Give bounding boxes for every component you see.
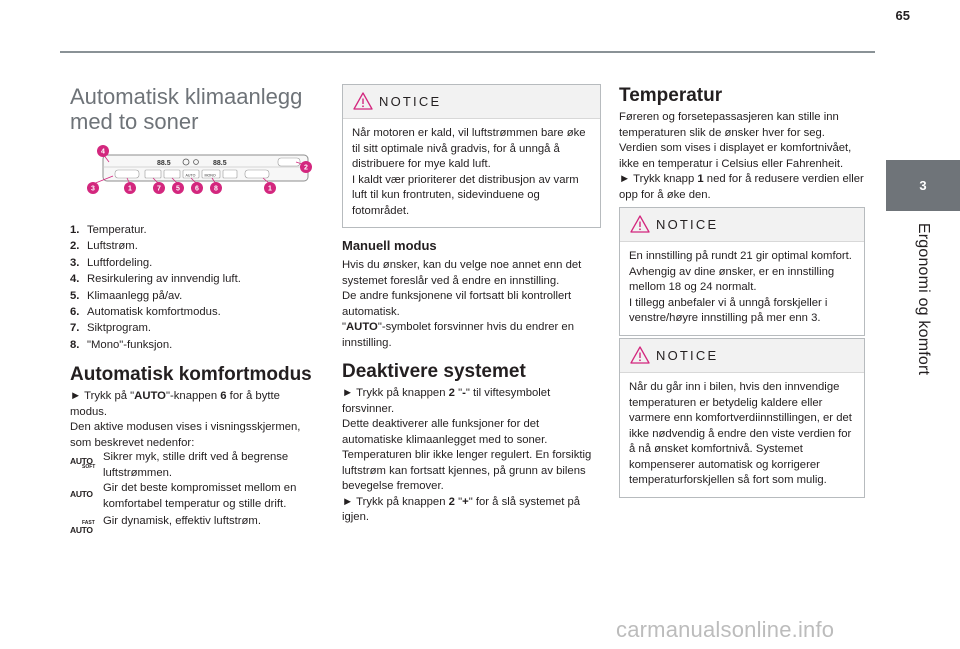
mode-row-normal bbox=[70, 481, 315, 512]
panel-temp-right: 88.5 bbox=[213, 160, 227, 167]
mode-row-soft bbox=[70, 450, 315, 481]
notice-title: NOTICE bbox=[379, 94, 442, 109]
auto-fast-icon: FAST AUTO bbox=[70, 519, 95, 535]
callout-4-label: 4 bbox=[101, 148, 105, 156]
page-number: 65 bbox=[895, 8, 910, 23]
notice-box-cold-engine bbox=[342, 84, 601, 228]
watermark: carmanualsonline.info bbox=[616, 617, 835, 642]
section-heading-temperature: Temperatur bbox=[619, 85, 723, 106]
header-rule bbox=[60, 51, 875, 53]
callout-1-left-label: 1 bbox=[128, 185, 132, 193]
panel-btn-5 bbox=[223, 170, 237, 178]
panel-label-mono: MONO bbox=[204, 173, 216, 178]
legend-item: 4. Resirkulering av innvendig luft. bbox=[70, 273, 241, 286]
chapter-tab-title bbox=[886, 216, 960, 382]
chapter-title-text: Ergonomi og komfort bbox=[915, 222, 932, 376]
legend-item: 3. Luftfordeling. bbox=[70, 256, 153, 269]
warning-icon bbox=[630, 215, 650, 233]
panel-label-auto: AUTO bbox=[185, 173, 196, 178]
control-panel-diagram bbox=[85, 144, 315, 200]
legend-item: 6. Automatisk komfortmodus. bbox=[70, 306, 221, 319]
panel-right-rocker bbox=[245, 170, 269, 178]
notice-box-entering-car bbox=[619, 338, 865, 498]
mode-row-fast bbox=[70, 514, 315, 540]
warning-icon bbox=[353, 92, 373, 110]
auto-soft-icon: AUTO SOFT bbox=[70, 455, 96, 470]
legend-item: 8. "Mono"-funksjon. bbox=[70, 338, 173, 351]
notice-body: Når du går inn i bilen, hvis den innvendige temperaturen er betydelig kaldere eller varmere enn komfortverdiinnstillingen, er det ikke nødvendig å endre den viste verdien for å nå ønsket komfortnivå. Systemet kompenserer automatisk og korrigerer temperaturforskjellen så fort som mulig. bbox=[629, 381, 852, 486]
comfort-instructions: ► Trykk på "AUTO"-knappen 6 for å bytte modus. Den aktive modusen vises i visningsskjermen, som beskrevet nedenfor: bbox=[70, 390, 301, 449]
chapter-tab-number: 3 bbox=[886, 160, 960, 211]
section-heading-climate: Automatisk klimaanlegg med to soner bbox=[70, 84, 303, 134]
notice-title: NOTICE bbox=[656, 348, 719, 363]
section-heading-comfort: Automatisk komfortmodus bbox=[70, 364, 312, 385]
legend-item: 1. Temperatur. bbox=[70, 224, 147, 236]
notice-body: Når motoren er kald, vil luftstrømmen bare øke til sitt optimale nivå gradvis, for å unngå å distribuere for mye kald luft. I kaldt vær prioriterer det distribusjon av varm luft til kun frontruten, sidevinduene og fotområdet. bbox=[352, 127, 586, 217]
callout-7-label: 7 bbox=[157, 185, 161, 193]
deactivate-text: ► Trykk på knappen 2 "-" til viftesymbolet forsvinner. Dette deaktiverer alle funksjoner for det automatiske klimaanlegget med to soner. Temperaturen blir ikke lenger regulert. En forsiktig luftstrøm kan fortsatt kjennes, på grunn av bilens bevegelse fremover. ► Trykk på knappen 2 "+" for å slå systemet på igjen. bbox=[342, 387, 592, 523]
legend-item: 7. Siktprogram. bbox=[70, 322, 152, 335]
notice-header bbox=[343, 85, 600, 119]
callout-8-label: 8 bbox=[214, 185, 218, 193]
panel-btn-1 bbox=[145, 170, 161, 178]
temperature-text: Føreren og forsetepassasjeren kan stille inn temperaturen slik de ønsker hver for seg. Verdien som vises i displayet er komfortnivået, ikke en temperatur i Celsius eller Fahrenheit. ► Trykk knapp 1 ned for å redusere verdien eller opp for å øke den. bbox=[619, 111, 864, 201]
mode-description: Gir dynamisk, effektiv luftstrøm. bbox=[103, 515, 261, 527]
callout-2-label: 2 bbox=[304, 164, 308, 172]
panel-temp-left: 88.5 bbox=[157, 160, 171, 167]
notice-header bbox=[620, 339, 864, 373]
legend-item: 5. Klimaanlegg på/av. bbox=[70, 289, 183, 302]
notice-title: NOTICE bbox=[656, 217, 719, 232]
auto-normal-icon: AUTO bbox=[70, 489, 93, 499]
section-heading-manual: Manuell modus bbox=[342, 238, 437, 253]
notice-header bbox=[620, 208, 864, 242]
mode-description: Gir det beste kompromisset mellom en komfortabel temperatur og stille drift. bbox=[103, 482, 297, 510]
notice-body: En innstilling på rundt 21 gir optimal komfort. Avhengig av dine ønsker, er en innstilling mellom 18 og 24 normalt. I tillegg anbefaler vi å unngå forskjeller i venstre/høyre innstilling på mer enn 3. bbox=[629, 250, 852, 324]
mode-description: Sikrer myk, stille drift ved å begrense luftstrømmen. bbox=[103, 451, 289, 479]
callout-5-label: 5 bbox=[176, 185, 180, 193]
section-heading-deactivate: Deaktivere systemet bbox=[342, 361, 526, 382]
notice-box-comfort-setting bbox=[619, 207, 865, 336]
callout-6-label: 6 bbox=[195, 185, 199, 193]
callout-3-label: 3 bbox=[91, 185, 95, 193]
legend-list bbox=[70, 222, 241, 353]
panel-left-rocker bbox=[115, 170, 139, 178]
panel-btn-2 bbox=[164, 170, 180, 178]
callout-1-right-label: 1 bbox=[268, 185, 272, 193]
manual-text: Hvis du ønsker, kan du velge noe annet enn det systemet foreslår ved å endre en innstilling. De andre funksjonene vil fortsatt bli kontrollert automatisk. "AUTO"-symbolet forsvinner hvis du endrer en innstilling. bbox=[342, 259, 582, 349]
legend-item: 2. Luftstrøm. bbox=[70, 240, 138, 253]
warning-icon bbox=[630, 346, 650, 364]
